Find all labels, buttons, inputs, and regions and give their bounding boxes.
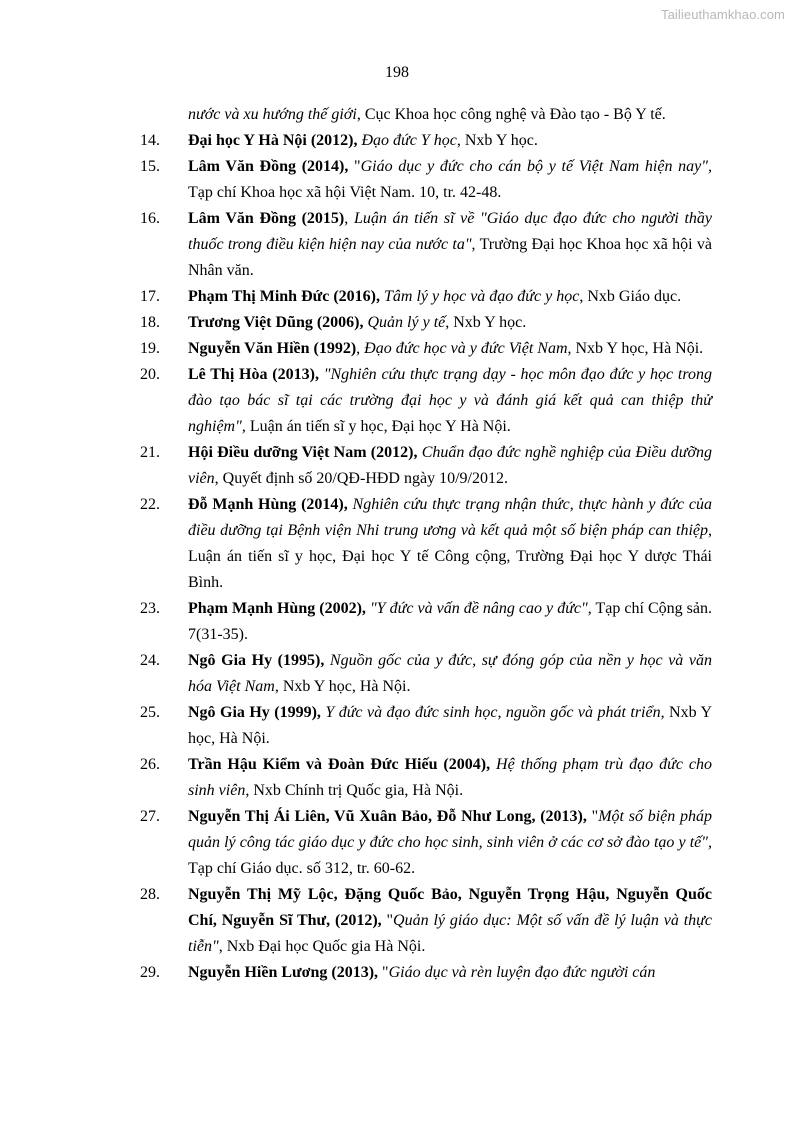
reference-item (140, 336, 712, 362)
reference-item (140, 596, 712, 648)
reference-text: , (344, 210, 354, 227)
reference-author: Lâm Văn Đồng (2015) (188, 210, 345, 227)
reference-item (140, 700, 712, 752)
reference-text: , Tạp chí Cộng sản. 7(31-35). (188, 600, 713, 643)
reference-body (188, 960, 712, 986)
reference-title: Một số biện pháp quản lý công tác giáo dục y đức cho học sinh, sinh viên ở các cơ sở đào tạo y tế", (188, 808, 713, 851)
reference-number: 19. (140, 340, 160, 357)
reference-item (140, 440, 712, 492)
reference-author: Phạm Mạnh Hùng (2002), (188, 600, 366, 617)
reference-title: Y đức và đạo đức sinh học, nguồn gốc và phát triển (325, 704, 661, 721)
reference-item (140, 310, 712, 336)
reference-title: nước và xu hướng thế giới (188, 106, 357, 123)
references-container (140, 128, 712, 986)
reference-title: Quản lý giáo dục: Một số vấn đề lý luận và thực tiễn" (188, 912, 713, 955)
reference-text: , Nxb Y học. (456, 132, 538, 149)
reference-title: Giáo dục và rèn luyện đạo đức người cán (388, 964, 656, 981)
reference-number: 27. (140, 808, 160, 825)
reference-body (188, 752, 712, 804)
reference-body (188, 492, 712, 596)
reference-author: Nguyễn Thị Ái Liên, Vũ Xuân Bảo, Đỗ Như Long, (2013), (188, 808, 587, 825)
reference-body (188, 284, 712, 310)
continuation-paragraph (140, 102, 712, 128)
reference-body (188, 336, 712, 362)
reference-body (188, 128, 712, 154)
reference-item (140, 206, 712, 284)
reference-item (140, 960, 712, 986)
reference-text: " (381, 912, 394, 929)
reference-number: 23. (140, 600, 160, 617)
reference-item (140, 882, 712, 960)
reference-author: Nguyễn Văn Hiền (1992) (188, 340, 357, 357)
reference-body (188, 440, 712, 492)
reference-text: Tạp chí Khoa học xã hội Việt Nam. 10, tr. 42-48. (188, 184, 502, 201)
reference-item (140, 154, 712, 206)
reference-number: 22. (140, 496, 160, 513)
reference-author: Đại học Y Hà Nội (2012), (188, 132, 358, 149)
reference-item (140, 648, 712, 700)
reference-text: " (348, 158, 361, 175)
reference-text: " (378, 964, 389, 981)
reference-text: , Nxb Y học, Hà Nội. (188, 704, 713, 747)
reference-text: Tạp chí Giáo dục. số 312, tr. 60-62. (188, 860, 416, 877)
reference-title: Nghiên cứu thực trạng nhận thức, thực hành y đức của điều dưỡng tại Bệnh viện Nhi trung ương và kết quả một số biện pháp can thiệp (188, 496, 713, 539)
reference-author: Nguyễn Thị Mỹ Lộc, Đặng Quốc Bảo, Nguyễn Trọng Hậu, Nguyễn Quốc Chí, Nguyễn Sĩ Thư, (2012), (188, 886, 712, 929)
reference-author: Đỗ Mạnh Hùng (2014), (188, 496, 348, 513)
reference-number: 21. (140, 444, 160, 461)
reference-author: Lê Thị Hòa (2013), (188, 366, 319, 383)
reference-title: Chuẩn đạo đức nghề nghiệp của Điều dưỡng viên (188, 444, 713, 487)
reference-number: 14. (140, 132, 160, 149)
reference-number: 18. (140, 314, 160, 331)
reference-title: Đạo đức học và y đức Việt Nam (364, 340, 568, 357)
reference-item (140, 752, 712, 804)
reference-item (140, 362, 712, 440)
reference-author: Lâm Văn Đồng (2014), (188, 158, 349, 175)
reference-title: Quản lý y tế (367, 314, 446, 331)
reference-text: , (356, 340, 365, 357)
reference-title: Nguồn gốc của y đức, sự đóng góp của nền y học và văn hóa Việt Nam (188, 652, 712, 695)
reference-text: , Nxb Y học. (445, 314, 527, 331)
reference-author: Phạm Thị Minh Đức (2016), (188, 288, 380, 305)
reference-title: Luận án tiến sĩ về "Giáo dục đạo đức cho người thầy thuốc trong điều kiện hiện nay của nước ta" (188, 210, 712, 253)
reference-text: , Luận án tiến sĩ y học, Đại học Y tế Công cộng, Trường Đại học Y dược Thái Bình. (188, 522, 712, 591)
reference-text: , Nxb Giáo dục. (579, 288, 682, 305)
reference-text: " (586, 808, 599, 825)
reference-title: Đạo đức Y học (361, 132, 457, 149)
reference-number: 17. (140, 288, 160, 305)
reference-title: Giáo dục y đức cho cán bộ y tế Việt Nam hiện nay", (360, 158, 712, 175)
reference-item (140, 804, 712, 882)
reference-text: , Trường Đại học Khoa học xã hội và Nhân văn. (188, 236, 712, 279)
reference-author: Ngô Gia Hy (1999), (188, 704, 321, 721)
reference-author: Trương Việt Dũng (2006), (188, 314, 364, 331)
reference-text: , Cục Khoa học công nghệ và Đào tạo - Bộ Y tế. (356, 106, 666, 123)
reference-number: 25. (140, 704, 160, 721)
reference-body (188, 700, 712, 752)
reference-text: , Nxb Đại học Quốc gia Hà Nội. (218, 938, 426, 955)
reference-author: Ngô Gia Hy (1995), (188, 652, 325, 669)
reference-text: , Nxb Chính trị Quốc gia, Hà Nội. (245, 782, 464, 799)
reference-number: 20. (140, 366, 160, 383)
reference-text: , Quyết định số 20/QĐ-HĐD ngày 10/9/2012. (214, 470, 508, 487)
reference-body (188, 648, 712, 700)
watermark-text: Tailieuthamkhao.com (660, 7, 785, 22)
reference-number: 26. (140, 756, 160, 773)
reference-number: 15. (140, 158, 160, 175)
reference-body (188, 310, 712, 336)
reference-number: 24. (140, 652, 160, 669)
reference-item (140, 284, 712, 310)
reference-text: , Nxb Y học, Hà Nội. (567, 340, 704, 357)
reference-body (188, 882, 712, 960)
reference-text: , Luận án tiến sĩ y học, Đại học Y Hà Nội. (241, 418, 511, 435)
reference-number: 16. (140, 210, 160, 227)
reference-text: , Nxb Y học, Hà Nội. (274, 678, 411, 695)
reference-author: Nguyễn Hiền Lương (2013), (188, 964, 379, 981)
reference-item (140, 492, 712, 596)
reference-body (188, 206, 712, 284)
reference-list (140, 102, 712, 986)
reference-title: "Nghiên cứu thực trạng dạy - học môn đạo đức y học trong đào tạo bác sĩ tại các trường đại học y và đánh giá kết quả can thiệp thử nghiệm" (188, 366, 713, 435)
reference-title: Hệ thống phạm trù đạo đức cho sinh viên (188, 756, 713, 799)
reference-author: Hội Điều dưỡng Việt Nam (2012), (188, 444, 418, 461)
reference-number: 28. (140, 886, 160, 903)
reference-author: Trần Hậu Kiểm và Đoàn Đức Hiếu (2004), (188, 756, 491, 773)
page-number: 198 (385, 64, 409, 81)
reference-body (188, 154, 712, 206)
reference-body (188, 804, 712, 882)
reference-title: "Y đức và vấn đề nâng cao y đức" (369, 600, 588, 617)
reference-title: Tâm lý y học và đạo đức y học (383, 288, 580, 305)
reference-body (188, 596, 712, 648)
reference-body (188, 362, 712, 440)
reference-item (140, 128, 712, 154)
reference-number: 29. (140, 964, 160, 981)
